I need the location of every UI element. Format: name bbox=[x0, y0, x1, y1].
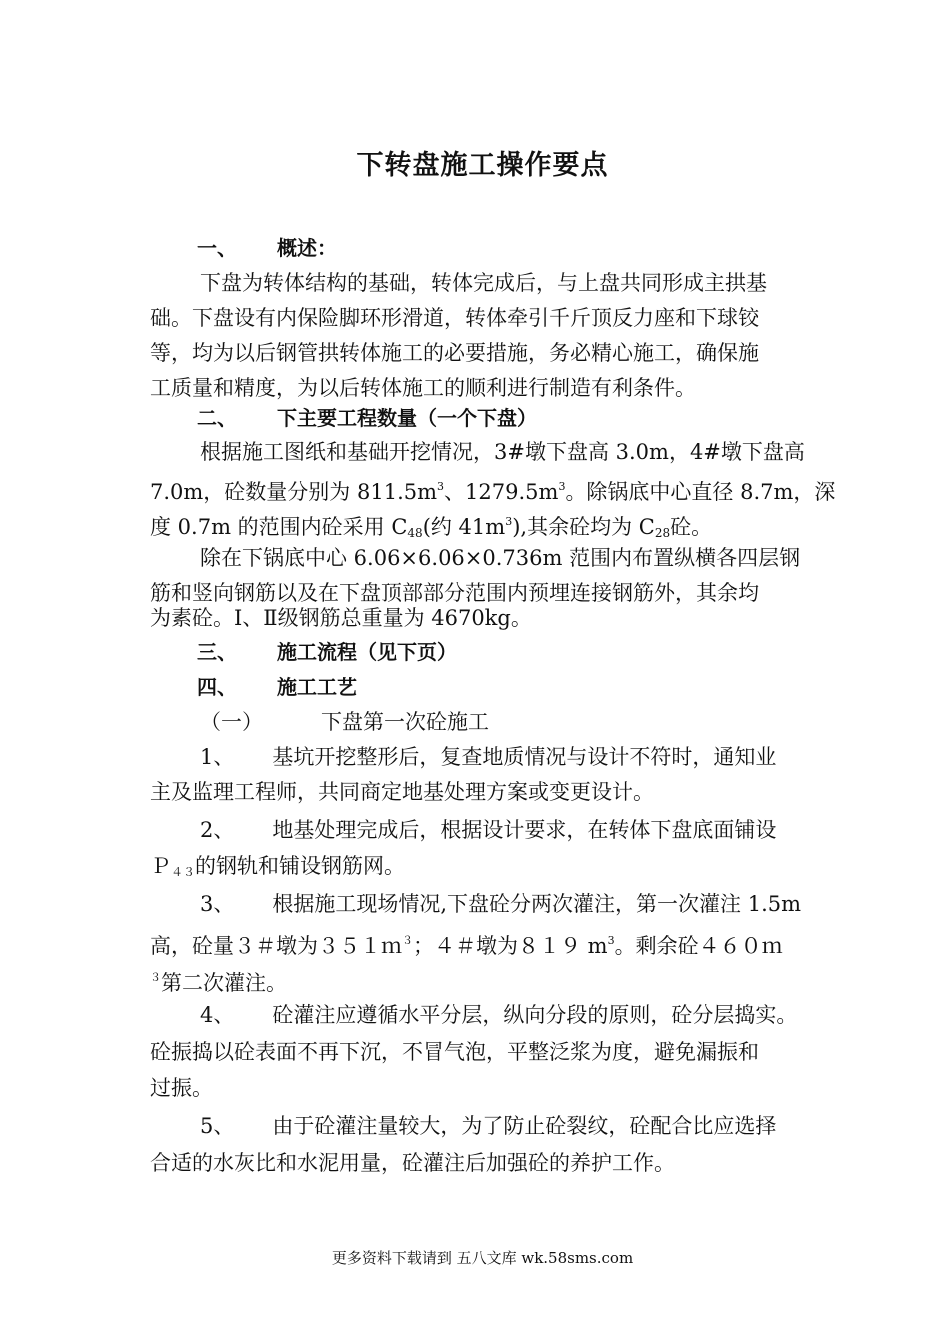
paragraph-line: 等，均为以后钢管拱转体施工的必要措施，务必精心施工，确保施 bbox=[150, 341, 759, 365]
section-4-heading bbox=[197, 672, 357, 702]
footer-text: 更多资料下载请到 五八文库 wk.58sms.com bbox=[331, 1249, 634, 1267]
paragraph-line: Ｐ$_{43}$的钢轨和铺设钢筋网。 bbox=[150, 854, 406, 879]
list-item-5: 5、 由于砼灌注量较大，为了防止砼裂纹，砼配合比应选择 bbox=[200, 1114, 777, 1138]
section-3-number: 三、 bbox=[197, 640, 237, 664]
subsection-number: （一） bbox=[200, 710, 263, 734]
paragraph-line: 下盘为转体结构的基础，转体完成后，与上盘共同形成主拱基 bbox=[200, 271, 767, 295]
section-4-title: 施工工艺 bbox=[277, 675, 357, 699]
list-item-3: 3、 根据施工现场情况,下盘砼分两次灌注，第一次灌注 1.5m bbox=[200, 892, 802, 916]
section-2-title: 下主要工程数量（一个下盘） bbox=[277, 406, 537, 430]
subsection-title: 下盘第一次砼施工 bbox=[321, 710, 489, 734]
list-item-1: 1、 基坑开挖整形后，复查地质情况与设计不符时，通知业 bbox=[200, 745, 777, 769]
paragraph-line: 过振。 bbox=[150, 1076, 213, 1100]
paragraph-line: $^3$第二次灌注。 bbox=[150, 971, 287, 995]
paragraph-line: 础。下盘设有内保险脚环形滑道，转体牵引千斤顶反力座和下球铰 bbox=[150, 306, 759, 330]
document-title: 下转盘施工操作要点 bbox=[356, 150, 609, 181]
section-1-heading bbox=[197, 233, 337, 263]
paragraph-line: 除在下锅底中心 6.06×6.06×0.736m 范围内布置纵横各四层钢 bbox=[200, 546, 801, 570]
paragraph-line: 工质量和精度，为以后转体施工的顺利进行制造有利条件。 bbox=[150, 376, 696, 400]
paragraph-line: 合适的水灰比和水泥用量，砼灌注后加强砼的养护工作。 bbox=[150, 1151, 675, 1175]
section-2-heading bbox=[197, 403, 537, 433]
section-1-number: 一、 bbox=[197, 236, 237, 260]
section-1-title: 概述： bbox=[277, 236, 337, 260]
paragraph-line: 主及监理工程师，共同商定地基处理方案或变更设计。 bbox=[150, 780, 654, 804]
section-3-title: 施工流程（见下页） bbox=[277, 640, 457, 664]
section-4-number: 四、 bbox=[197, 675, 237, 699]
paragraph-line: 度 0.7m 的范围内砼采用 $C_{48}$(约 $41m^3$),其余砼均为 $C_{28}$砼。 bbox=[150, 515, 713, 540]
paragraph-line: 根据施工图纸和基础开挖情况，3#墩下盘高 3.0m，4#墩下盘高 bbox=[200, 440, 805, 464]
section-2-number: 二、 bbox=[197, 406, 237, 430]
section-3-heading bbox=[197, 637, 457, 667]
paragraph-line: 砼振捣以砼表面不再下沉，不冒气泡，平整泛浆为度，避免漏振和 bbox=[150, 1040, 759, 1064]
list-item-2: 2、 地基处理完成后，根据设计要求，在转体下盘底面铺设 bbox=[200, 818, 777, 842]
list-item-4: 4、 砼灌注应遵循水平分层，纵向分段的原则，砼分层捣实。 bbox=[200, 1003, 798, 1027]
subsection-heading bbox=[200, 707, 489, 737]
paragraph-line: 筋和竖向钢筋以及在下盘顶部部分范围内预埋连接钢筋外，其余均 bbox=[150, 581, 759, 605]
paragraph-line: 7.0m，砼数量分别为 $811.5m^3$、$1279.5m^3$。除锅底中心直径 8.7m，深 bbox=[150, 480, 836, 504]
paragraph-line: 为素砼。Ⅰ、Ⅱ级钢筋总重量为 4670kg。 bbox=[150, 606, 532, 630]
paragraph-line: 高，砼量３＃墩为３５１ｍ$^3$；４＃墩为８１９ $m^3$。剩余砼４６０ｍ bbox=[150, 934, 783, 958]
